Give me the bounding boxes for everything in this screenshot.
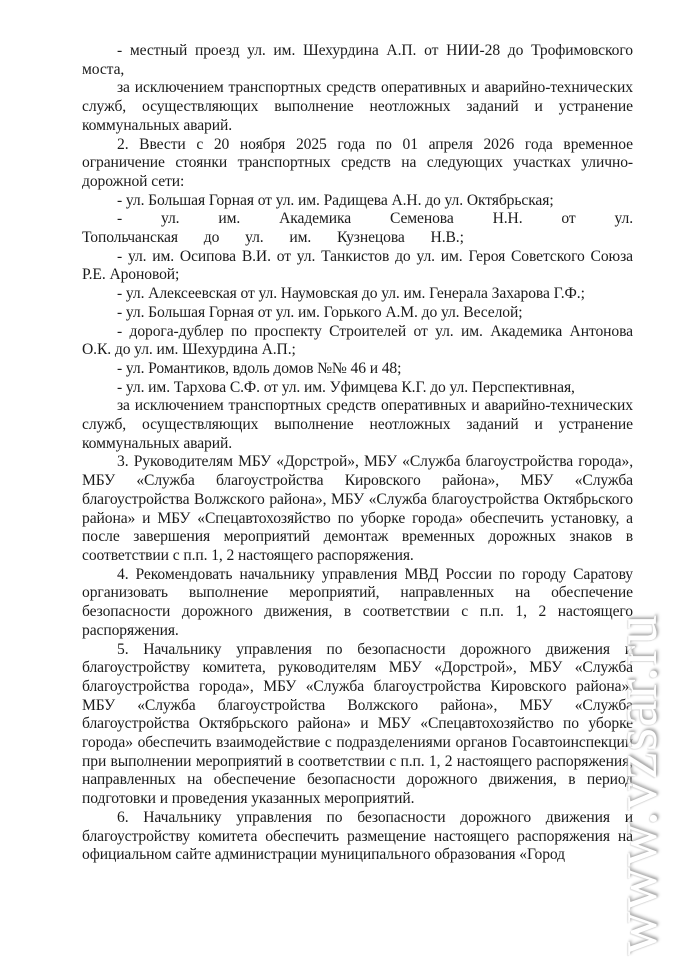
paragraph-item-3: 3. Руководителям МБУ «Дорстрой», МБУ «Служба благоустройства города», МБУ «Служба благоустройства Кировского района», МБУ «Служба благоустройства Волжского района», МБУ «Служба благоустройства Октябрьского района» и МБУ «Спецавтохозяйство по уборке города» обеспечить установку, а после завершения мероприятий демонтаж временных дорожных знаков в соответствии с п.п. 1, 2 настоящего распоряжения. — [82, 453, 633, 564]
list-item-street: - дорога-дублер по проспекту Строителей от ул. им. Академика Антонова О.К. до ул. им. Шехурдина А.П.; — [82, 322, 633, 359]
paragraph-item-5: 5. Начальнику управления по безопасности дорожного движения и благоустройству комитета, руководителям МБУ «Дорстрой», МБУ «Служба благоустройства города», МБУ «Служба благоустройства Кировского района», МБУ «Служба благоустройства Волжского района», МБУ «Служба благоустройства Октябрьского района» и МБУ «Спецавтохозяйство по уборке города» обеспечить взаимодействие с подразделениями органов Госавтоинспекции при выполнении мероприятий в соответствии с п.п. 1, 2 настоящего распоряжения, направленных на обеспечение безопасности дорожного движения, в период подготовки и проведения указанных мероприятий. — [82, 640, 633, 808]
list-item-street: - ул. им. Тархова С.Ф. от ул. им. Уфимцева К.Г. до ул. Перспективная, — [117, 378, 575, 396]
list-item-street: - ул. Романтиков, вдоль домов №№ 46 и 48; — [117, 359, 402, 377]
paragraph-item-4: 4. Рекомендовать начальнику управления МВД России по городу Саратову организовать выполнение мероприятий, направленных на обеспечение безопасности дорожного движения, в соответствии с п.п. 1, 2 настоящего распоряжения. — [82, 565, 633, 639]
paragraph-item-2: 2. Ввести с 20 ноября 2025 года по 01 апреля 2026 года временное ограничение стоянки транспортных средств на следующих участках улично-дорожной сети: — [82, 135, 633, 190]
paragraph-local-passage: - местный проезд ул. им. Шехурдина А.П. от НИИ-28 до Трофимовского моста, — [82, 42, 633, 78]
watermark-text: www.vzsar.ru — [603, 613, 669, 955]
paragraph-exception-2: за исключением транспортных средств оперативных и аварийно-технических служб, осуществляющих выполнение неотложных заданий и устранение коммунальных аварий. — [82, 397, 633, 452]
list-item-street: - ул. Алексеевская от ул. Наумовская до ул. им. Генерала Захарова Г.Ф.; — [117, 285, 585, 303]
list-item-street: - ул. им. Осипова В.И. от ул. Танкистов до ул. им. Героя Советского Союза Р.Е. Ароновой; — [82, 247, 633, 284]
list-item-street: - ул. им. Академика Семенова Н.Н. от ул. Топольчанская до ул. им. Кузнецова Н.В.; — [82, 210, 633, 247]
document-page — [82, 42, 633, 865]
paragraph-item-6: 6. Начальнику управления по безопасности дорожного движения и благоустройству комитета обеспечить размещение настоящего распоряжения на официальном сайте администрации муниципального образования «Город — [82, 808, 633, 864]
list-item-street: - ул. Большая Горная от ул. им. Горького А.М. до ул. Веселой; — [117, 303, 523, 321]
paragraph-exception-1: за исключением транспортных средств оперативных и аварийно-технических служб, осуществляющих выполнение неотложных заданий и устранение коммунальных аварий. — [82, 79, 633, 134]
list-item-street: - ул. Большая Горная от ул. им. Радищева А.Н. до ул. Октябрьская; — [117, 191, 554, 209]
